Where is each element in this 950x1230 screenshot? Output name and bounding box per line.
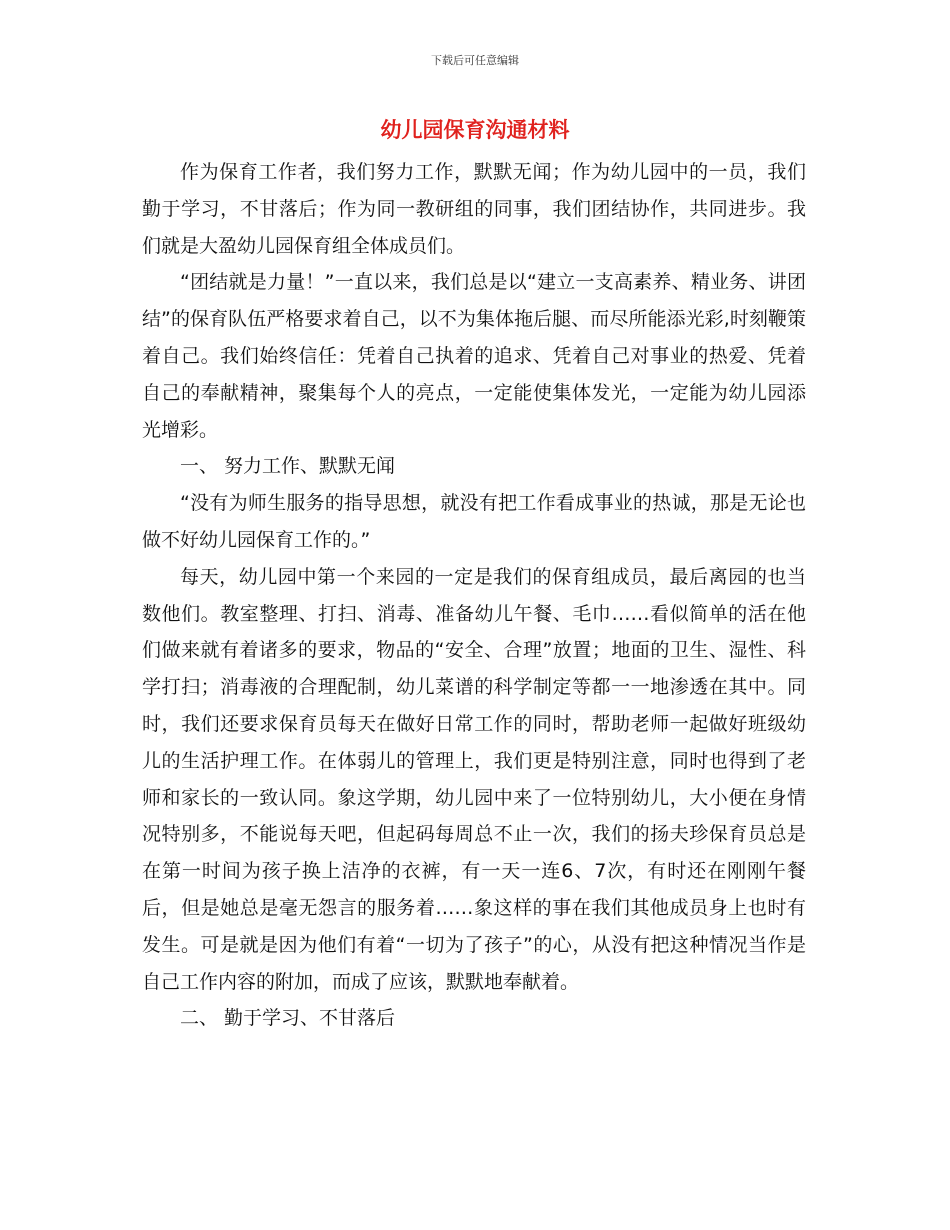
section-heading-1: 一、 努力工作、默默无闻 (180, 455, 396, 478)
paragraph-unity: “团结就是力量！”一直以来，我们总是以“建立一支高素养、精业务、讲团结”的保育队伍严格要求着自己，以不为集体拖后腿、而尽所能添光彩,时刻鞭策着自己。我们始终信任：凭着自己执着的追求、凭着自己对事业的热爱、凭着自己的奉献精神，聚集每个人的亮点，一定能使集体发光，一定能为幼儿园添光增彩。 (142, 271, 806, 441)
paragraph-quote: “没有为师生服务的指导思想，就没有把工作看成事业的热诚，那是无论也做不好幼儿园保育工作的。” (142, 492, 806, 551)
paragraph-daily-work: 每天，幼儿园中第一个来园的一定是我们的保育组成员，最后离园的也当数他们。教室整理、打扫、消毒、准备幼儿午餐、毛巾……看似简单的活在他们做来就有着诸多的要求，物品的“安全、合理”放置；地面的卫生、湿性、科学打扫；消毒液的合理配制，幼儿菜谱的科学制定等都一一地渗透在其中。同时，我们还要求保育员每天在做好日常工作的同时，帮助老师一起做好班级幼儿的生活护理工作。在体弱儿的管理上，我们更是特别注意，同时也得到了老师和家长的一致认同。象这学期，幼儿园中来了一位特别幼儿，大小便在身情况特别多，不能说每天吧，但起码每周总不止一次，我们的扬夫珍保育员总是在第一时间为孩子换上洁净的衣裤，有一天一连6、7次，有时还在刚刚午餐后，但是她总是毫无怨言的服务着……象这样的事在我们其他成员身上也时有发生。可是就是因为他们有着“一切为了孩子”的心，从没有把这种情况当作是自己工作内容的附加，而成了应该，默默地奉献着。 (142, 565, 806, 993)
header-note: 下载后可任意编辑 (431, 54, 519, 67)
document-title: 幼儿园保育沟通材料 (380, 118, 570, 142)
section-heading-2: 二、 勤于学习、不甘落后 (180, 1007, 396, 1030)
paragraph-intro: 作为保育工作者，我们努力工作，默默无闻；作为幼儿园中的一员，我们勤于学习，不甘落后；作为同一教研组的同事，我们团结协作，共同进步。我们就是大盈幼儿园保育组全体成员们。 (142, 161, 806, 257)
document-body (142, 154, 806, 1037)
